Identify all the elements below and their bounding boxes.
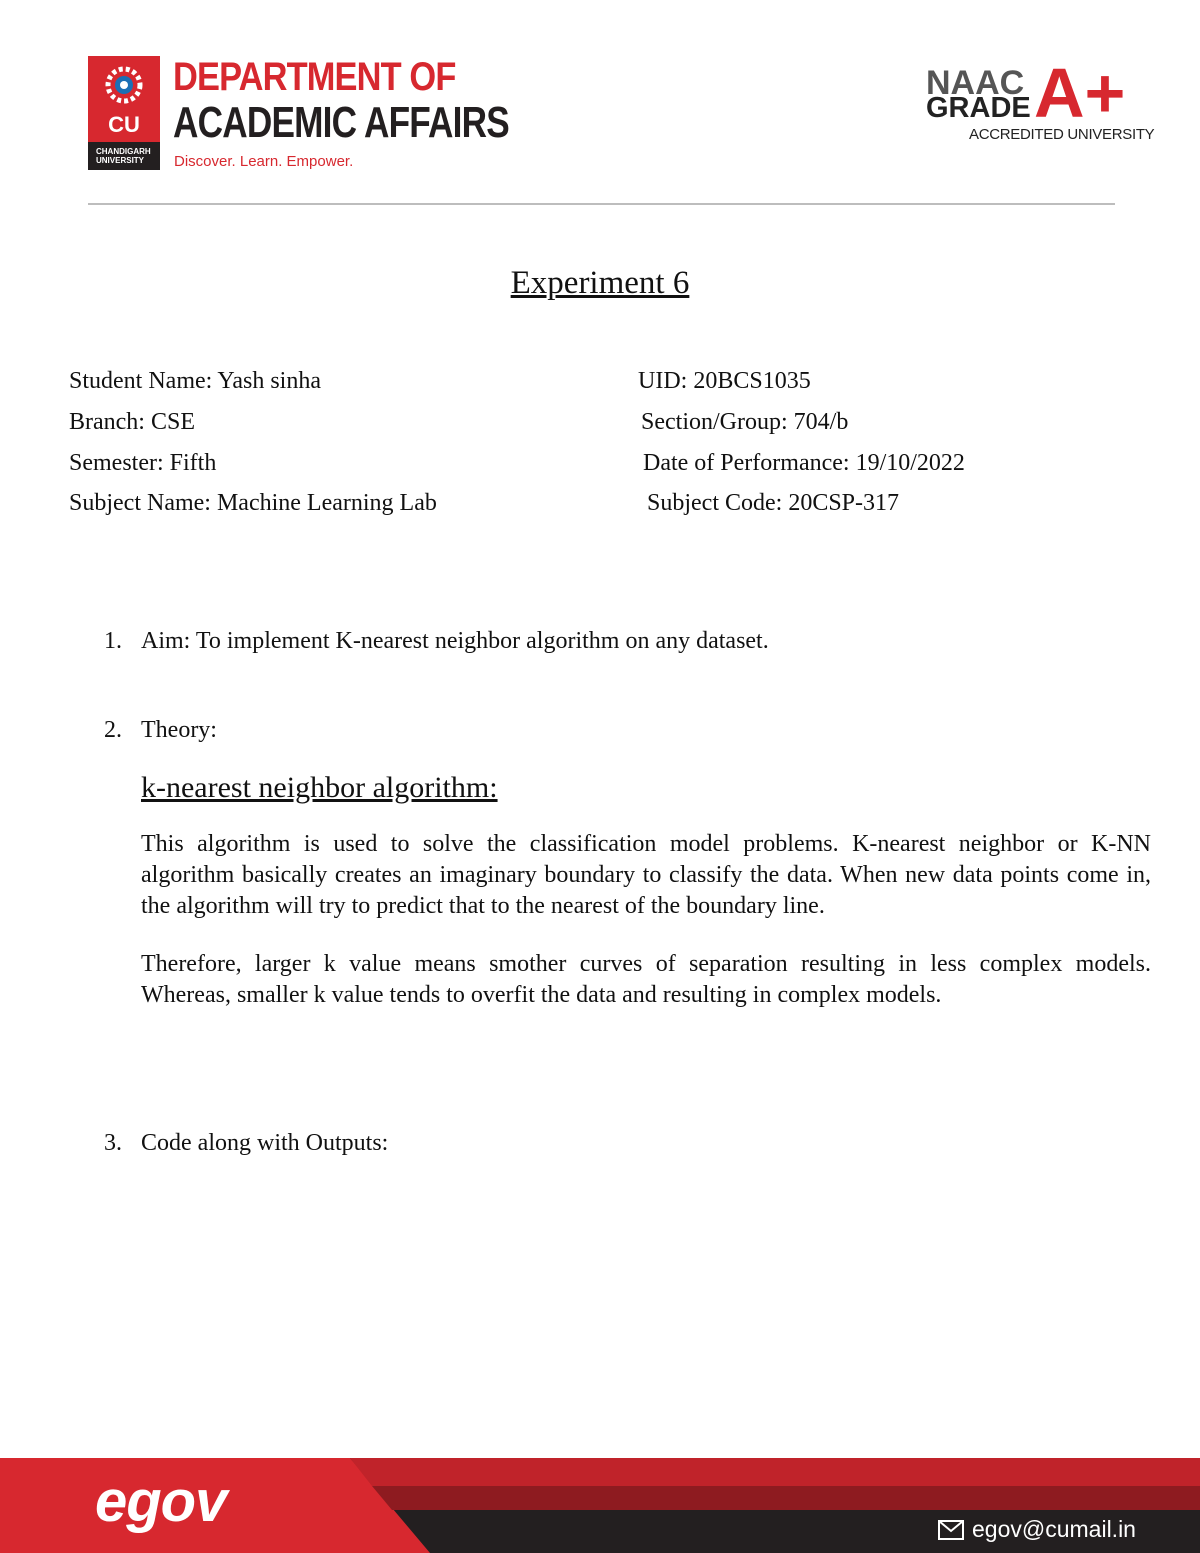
footer-email[interactable] — [938, 1516, 1136, 1543]
gear-emblem-icon — [101, 62, 147, 108]
logo-cu-text: CU — [108, 112, 140, 137]
tagline: Discover. Learn. Empower. — [174, 153, 354, 170]
code-outputs-label: Code along with Outputs: — [141, 1130, 389, 1156]
theory-label: Theory: — [141, 717, 217, 743]
section-number: 3. — [104, 1130, 122, 1156]
theory-paragraph-1: This algorithm is used to solve the classification model problems. K-nearest neighbor or K-NN algorithm basically creates an imaginary boundary to classify the data. When new data points come in, the algorithm will try to predict that to the nearest of the boundary line. — [141, 831, 1151, 919]
date-of-performance: Date of Performance: 19/10/2022 — [643, 450, 965, 476]
semester: Semester: Fifth — [69, 450, 217, 476]
department-title-line1: DEPARTMENT OF — [173, 55, 456, 99]
uid: UID: 20BCS1035 — [638, 368, 811, 394]
theory-paragraph-2: Therefore, larger k value means smother curves of separation resulting in less complex models. Whereas, smaller k value tends to overfit the data and resulting in complex models. — [141, 951, 1151, 1008]
theory-heading: k-nearest neighbor algorithm: — [141, 771, 498, 804]
logo-university-name: CHANDIGARH UNIVERSITY — [88, 142, 160, 170]
department-title-line2: ACADEMIC AFFAIRS — [173, 98, 509, 147]
subject-name: Subject Name: Machine Learning Lab — [69, 490, 437, 516]
mail-icon — [938, 1520, 964, 1540]
subject-code: Subject Code: 20CSP-317 — [647, 490, 900, 516]
page-title: Experiment 6 — [510, 265, 690, 301]
section-group: Section/Group: 704/b — [641, 409, 849, 435]
footer-email-text: egov@cumail.in — [972, 1516, 1136, 1542]
section-number: 2. — [104, 717, 122, 743]
naac-grade-value: A+ — [1034, 54, 1126, 132]
naac-grade-label: GRADE — [926, 92, 1031, 124]
header-divider — [88, 203, 1115, 205]
university-logo — [88, 56, 160, 170]
section-number: 1. — [104, 628, 122, 654]
naac-label: NAAC — [926, 64, 1025, 102]
branch: Branch: CSE — [69, 409, 195, 435]
student-name: Student Name: Yash sinha — [69, 368, 321, 394]
naac-accredited: ACCREDITED UNIVERSITY — [969, 126, 1155, 143]
aim-text: Aim: To implement K-nearest neighbor algorithm on any dataset. — [141, 628, 769, 654]
egov-logo: egov — [95, 1469, 227, 1534]
